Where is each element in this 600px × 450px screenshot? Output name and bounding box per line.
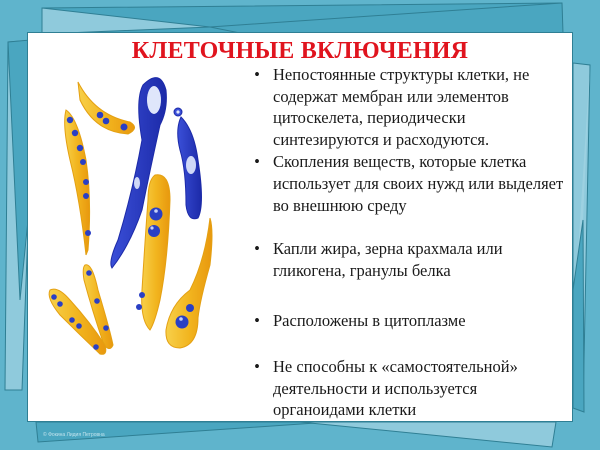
bullet-item — [250, 151, 570, 216]
bullet-text: Расположены в цитоплазме — [273, 311, 466, 331]
bullet-icon: • — [254, 356, 260, 376]
bullet-text: Скопления веществ, которые клетка использует для своих нужд или выделяет во внешнюю среду — [273, 152, 564, 215]
bullet-text: Капли жира, зерна крахмала или гликогена, гранулы белка — [273, 239, 503, 280]
bullet-text: Не способны к «самостоятельной» деятельности и используется органоидами клетки — [273, 356, 518, 420]
cell-inclusions-illustration — [30, 70, 245, 390]
bullet-item — [250, 356, 570, 421]
bullet-list — [250, 64, 570, 421]
bullet-text: Непостоянные структуры клетки, не содержат мембран или элементов цитоскелета, периодически синтезируются и расходуются. — [273, 65, 530, 149]
bullet-icon: • — [254, 152, 260, 172]
bullet-icon: • — [254, 65, 260, 84]
bullet-item — [250, 238, 570, 281]
bullet-icon: • — [254, 239, 260, 259]
bullet-icon: • — [254, 311, 260, 331]
slide-title: КЛЕТОЧНЫЕ ВКЛЮЧЕНИЯ — [131, 38, 469, 64]
bullet-item — [250, 64, 570, 150]
footer-credit: © Фокина Лидия Петровна — [43, 432, 105, 438]
bullet-item — [250, 310, 570, 332]
